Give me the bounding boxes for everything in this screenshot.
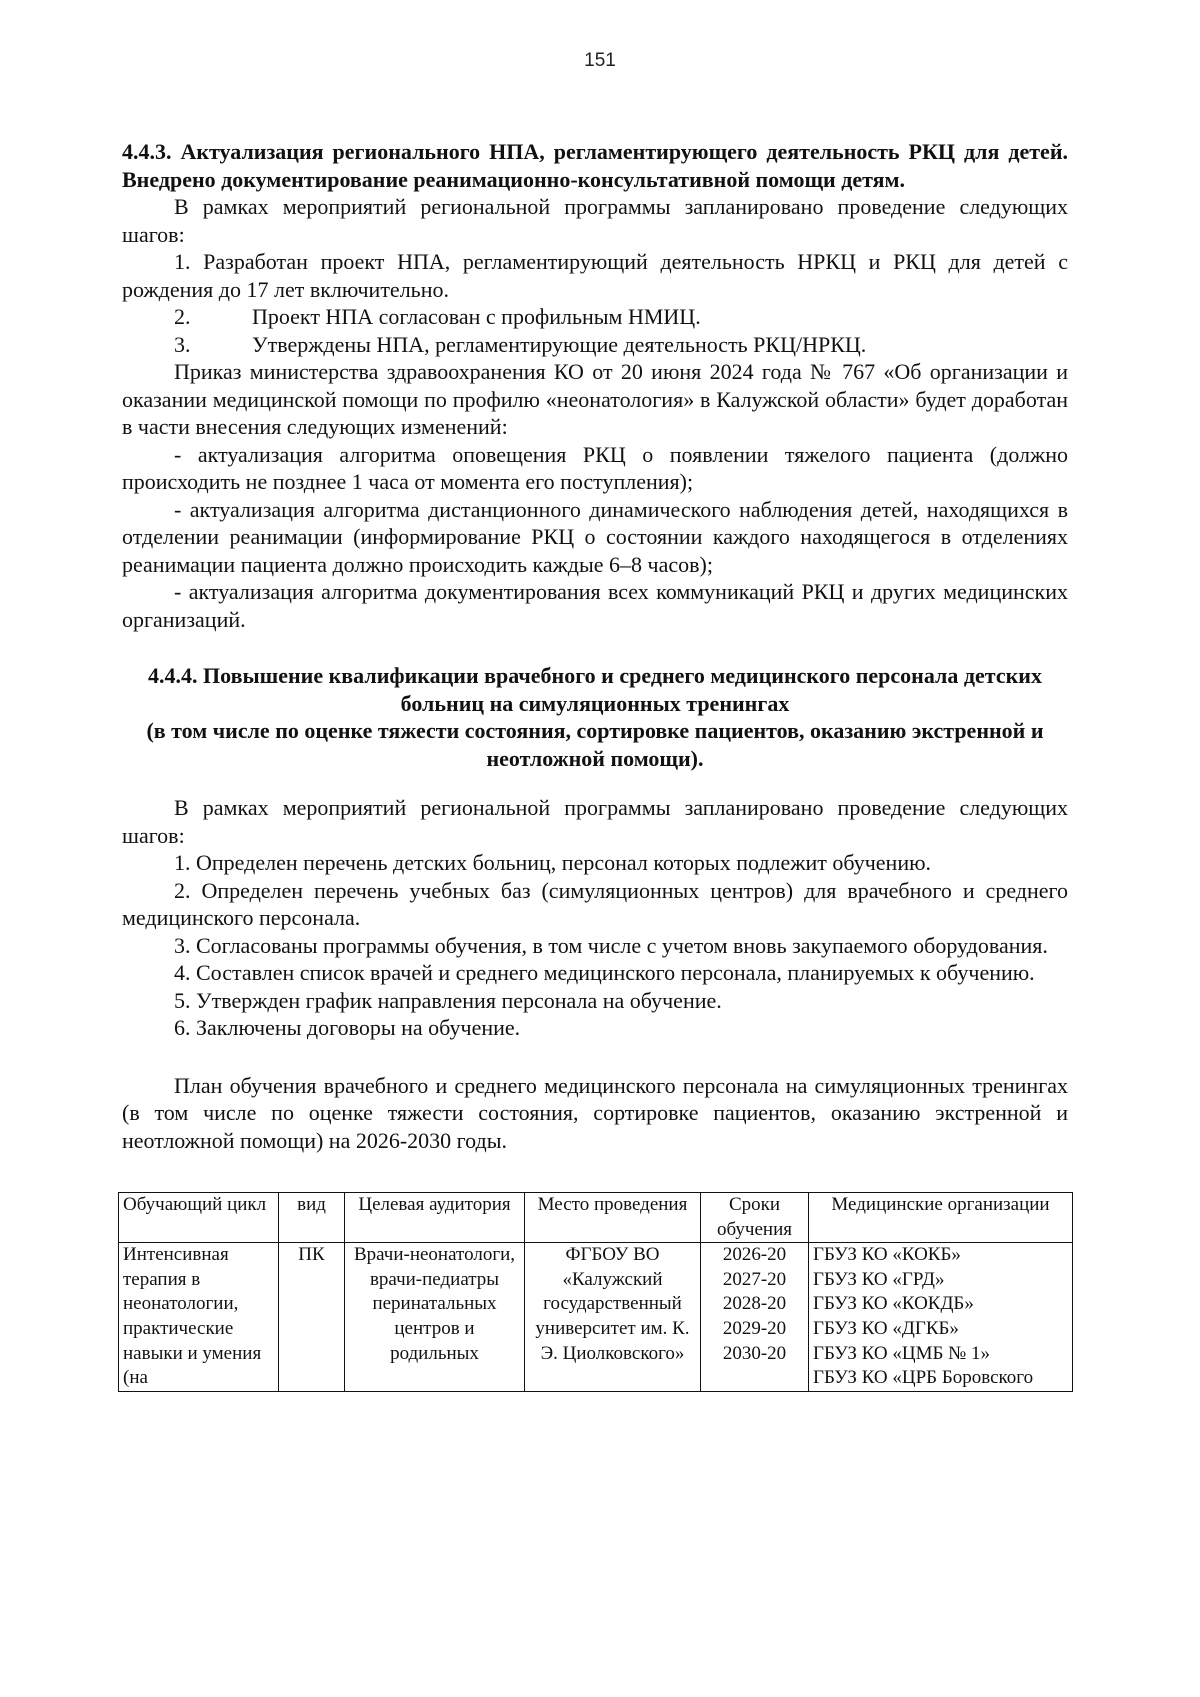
section-4-4-4-step: 6. Заключены договоры на обучение. bbox=[174, 1015, 521, 1040]
header-type: вид bbox=[279, 1193, 345, 1243]
section-4-4-4-step: 2. Определен перечень учебных баз (симуляционных центров) для врачебного и среднего медицинского персонала. bbox=[122, 877, 1068, 930]
page-content bbox=[122, 138, 1068, 1392]
header-audience: Целевая аудитория bbox=[345, 1193, 525, 1243]
section-4-4-4-step: 5. Утвержден график направления персонала на обучение. bbox=[174, 987, 722, 1013]
section-4-4-3-step-1: 1. Разработан проект НПА, регламентирующий деятельность НРКЦ и РКЦ для детей с рождения до 17 лет включительно. bbox=[122, 249, 1068, 302]
step-number: 2. bbox=[174, 304, 191, 329]
step-text: Утверждены НПА, регламентирующие деятельность РКЦ/НРКЦ. bbox=[252, 331, 867, 357]
section-4-4-4-intro: В рамках мероприятий региональной программы запланировано проведение следующих шагов: bbox=[122, 795, 1068, 848]
page-number: 151 bbox=[584, 50, 616, 71]
org-line: ГБУЗ КО «ЦМБ № 1» bbox=[813, 1342, 991, 1364]
term-line: 2029-20 bbox=[722, 1317, 787, 1339]
term-line: 2027-20 bbox=[722, 1268, 787, 1290]
table-row bbox=[119, 1243, 1073, 1392]
cell-audience: Врачи-неонатологи, врачи-педиатры перинатальных центров и родильных bbox=[345, 1243, 525, 1392]
header-place: Место проведения bbox=[525, 1193, 701, 1243]
section-4-4-4-heading: 4.4.4. Повышение квалификации врачебного и среднего медицинского персонала детских больниц на симуляционных тренингах bbox=[148, 663, 1042, 716]
cell-type: ПК bbox=[279, 1243, 345, 1392]
cell-orgs bbox=[809, 1243, 1073, 1392]
section-4-4-3-intro: В рамках мероприятий региональной программы запланировано проведение следующих шагов: bbox=[122, 194, 1068, 247]
header-cycle: Обучающий цикл bbox=[119, 1193, 279, 1243]
org-line: ГБУЗ КО «ДГКБ» bbox=[813, 1317, 959, 1339]
org-line: ГБУЗ КО «ЦРБ Боровского bbox=[813, 1367, 1034, 1389]
step-text: Проект НПА согласован с профильным НМИЦ. bbox=[252, 304, 701, 329]
change-item-2: - актуализация алгоритма дистанционного динамического наблюдения детей, находящихся в отделении реанимации (информирование РКЦ о состоянии каждого находящегося в отделениях реанимации пациента должно происходить каждые 6–8 часов); bbox=[122, 496, 1068, 577]
section-4-4-3-step-2 bbox=[122, 303, 1068, 331]
term-line: 2028-20 bbox=[722, 1293, 787, 1315]
section-4-4-3-heading: 4.4.3. Актуализация регионального НПА, регламентирующего деятельность РКЦ для детей. Внедрено документирование реанимационно-консультативной помощи детям. bbox=[122, 139, 1068, 192]
change-item-1: - актуализация алгоритма оповещения РКЦ о появлении тяжелого пациента (должно происходить не позднее 1 часа от момента его поступления); bbox=[122, 441, 1068, 494]
header-terms: Сроки обучения bbox=[701, 1193, 809, 1243]
cell-cycle: Интенсивная терапия в неонатологии, практические навыки и умения (на bbox=[119, 1243, 279, 1392]
section-4-4-4-subheading: (в том числе по оценке тяжести состояния, сортировке пациентов, оказанию экстренной и неотложной помощи). bbox=[146, 718, 1044, 771]
term-line: 2026-20 bbox=[722, 1244, 787, 1266]
header-orgs: Медицинские организации bbox=[809, 1193, 1073, 1243]
change-item-3: - актуализация алгоритма документирования всех коммуникаций РКЦ и других медицинских организаций. bbox=[122, 579, 1068, 632]
org-line: ГБУЗ КО «КОКДБ» bbox=[813, 1293, 974, 1315]
section-4-4-4-step: 4. Составлен список врачей и среднего медицинского персонала, планируемых к обучению. bbox=[174, 960, 1035, 985]
training-plan-table bbox=[118, 1192, 1073, 1392]
training-plan-paragraph: План обучения врачебного и среднего медицинского персонала на симуляционных тренингах (в том числе по оценке тяжести состояния, сортировке пациентов, оказанию экстренной и неотложной помощи) на 2026-2030 годы. bbox=[122, 1072, 1068, 1153]
step-number: 3. bbox=[174, 331, 191, 357]
org-line: ГБУЗ КО «ГРД» bbox=[813, 1268, 945, 1290]
term-line: 2030-20 bbox=[722, 1342, 787, 1364]
section-4-4-3-step-3 bbox=[122, 331, 1068, 359]
order-paragraph: Приказ министерства здравоохранения КО от 20 июня 2024 года № 767 «Об организации и оказании медицинской помощи по профилю «неонатология» в Калужской области» будет доработан в части внесения следующих изменений: bbox=[122, 359, 1068, 439]
cell-terms bbox=[701, 1243, 809, 1392]
section-4-4-4-step: 1. Определен перечень детских больниц, персонал которых подлежит обучению. bbox=[174, 850, 932, 875]
table-header-row bbox=[119, 1193, 1073, 1243]
org-line: ГБУЗ КО «КОКБ» bbox=[813, 1244, 961, 1266]
cell-place: ФГБОУ ВО «Калужский государственный университет им. К. Э. Циолковского» bbox=[525, 1243, 701, 1392]
section-4-4-4-step: 3. Согласованы программы обучения, в том числе с учетом вновь закупаемого оборудования. bbox=[174, 932, 1048, 958]
